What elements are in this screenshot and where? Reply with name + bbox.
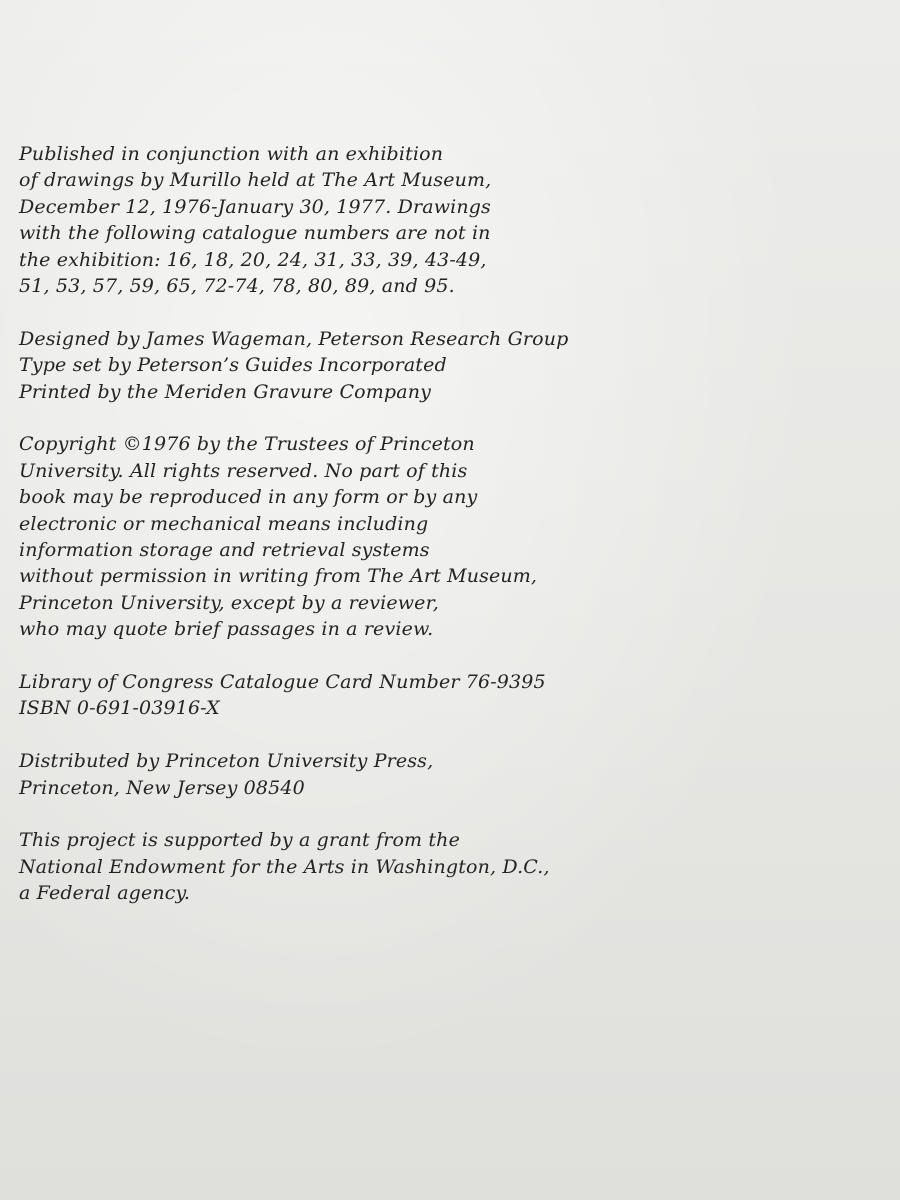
text-line: electronic or mechanical means including [19, 512, 429, 535]
text-line: 51, 53, 57, 59, 65, 72-74, 78, 80, 89, and 95. [19, 275, 455, 298]
text-line: Designed by James Wageman, Peterson Research Group [19, 327, 569, 350]
text-line: the exhibition: 16, 18, 20, 24, 31, 33, 39, 43-49, [19, 248, 487, 271]
text-line: Copyright ©1976 by the Trustees of Princeton [19, 433, 475, 456]
text-line: University. All rights reserved. No part of this [19, 459, 468, 482]
text-line: Princeton University, except by a reviewer, [19, 591, 439, 614]
text-line: information storage and retrieval systems [19, 539, 430, 562]
text-line: Princeton, New Jersey 08540 [19, 776, 305, 799]
text-line: of drawings by Murillo held at The Art Museum, [19, 169, 492, 192]
text-line: with the following catalogue numbers are not in [19, 222, 491, 245]
grant-paragraph [19, 827, 879, 906]
text-line: National Endowment for the Arts in Washington, D.C., [19, 855, 550, 878]
text-line: This project is supported by a grant from the [19, 829, 460, 852]
text-line: who may quote brief passages in a review. [19, 618, 434, 641]
text-line: December 12, 1976-January 30, 1977. Drawings [19, 195, 491, 218]
text-line: ISBN 0-691-03916-X [19, 697, 220, 720]
copyright-paragraph [19, 431, 879, 642]
text-line: Library of Congress Catalogue Card Number 76-9395 [19, 671, 546, 694]
catalogue-paragraph [19, 669, 879, 722]
exhibition-paragraph [19, 141, 879, 299]
text-line: a Federal agency. [19, 882, 191, 905]
text-line: Type set by Peterson’s Guides Incorporated [19, 354, 447, 377]
text-line: Distributed by Princeton University Press, [19, 750, 434, 773]
text-line: without permission in writing from The Art Museum, [19, 565, 538, 588]
credits-paragraph [19, 326, 879, 405]
colophon-text [19, 141, 879, 933]
text-line: Published in conjunction with an exhibition [19, 143, 444, 165]
text-line: Printed by the Meriden Gravure Company [19, 380, 431, 403]
text-line: book may be reproduced in any form or by any [19, 486, 478, 509]
distribution-paragraph [19, 748, 879, 801]
